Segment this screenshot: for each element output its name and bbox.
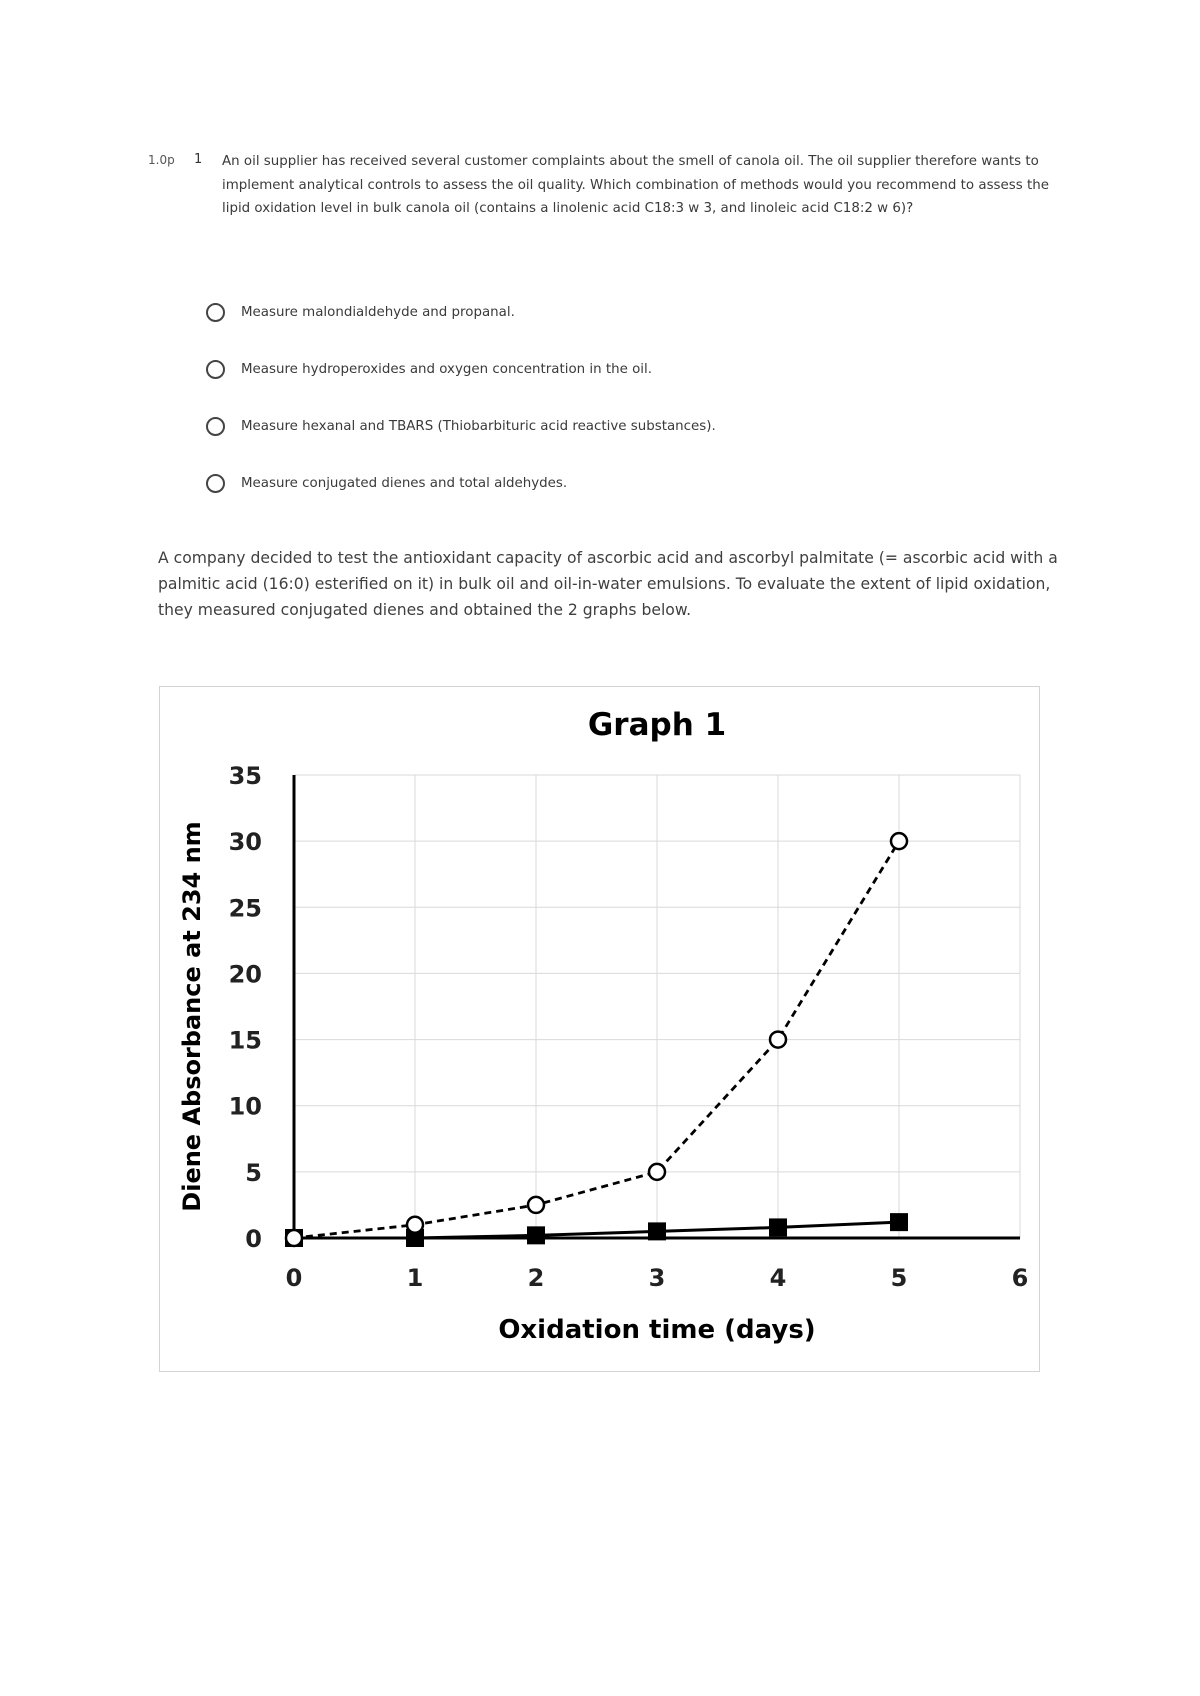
series-line-filled-square (294, 1222, 899, 1238)
x-tick-label: 3 (648, 1264, 666, 1292)
radio-button[interactable] (206, 474, 225, 493)
answer-option-label: Measure malondialdehyde and propanal. (241, 305, 515, 320)
answer-option-4[interactable] (206, 455, 1006, 512)
answer-option-label: Measure conjugated dienes and total aldehydes. (241, 476, 568, 491)
answer-option-label: Measure hexanal and TBARS (Thiobarbituric acid reactive substances). (241, 419, 716, 434)
data-point-filled-square (648, 1222, 666, 1240)
x-axis-label: Oxidation time (days) (498, 1315, 816, 1345)
answer-option-label: Measure hydroperoxides and oxygen concentration in the oil. (241, 362, 652, 377)
data-point-open-circle (649, 1164, 665, 1180)
data-point-open-circle (891, 833, 907, 849)
answer-option-3[interactable] (206, 398, 1006, 455)
x-tick-label: 6 (1011, 1264, 1029, 1292)
x-tick-label: 1 (406, 1264, 424, 1292)
y-tick-label: 35 (228, 762, 262, 790)
graph-1-chart (159, 686, 1040, 1372)
intro-paragraph: A company decided to test the antioxidant capacity of ascorbic acid and ascorbyl palmitate (= ascorbic acid with a palmitic acid (16:0) esterified on it) in bulk oil and oil-in-water emulsions. To evaluate the extent of lipid oxidation, they measured conjugated dienes and obtained the 2 graphs below. (158, 549, 1058, 619)
radio-button[interactable] (206, 360, 225, 379)
y-tick-label: 20 (228, 960, 262, 989)
question-points: 1.0p (148, 153, 175, 167)
radio-button[interactable] (206, 417, 225, 436)
data-point-open-circle (407, 1217, 423, 1233)
data-point-open-circle (770, 1032, 786, 1048)
question-text: An oil supplier has received several customer complaints about the smell of canola oil. The oil supplier therefore wants to implement analytical controls to assess the oil quality. Which combination of methods would you recommend to assess the lipid oxidation level in bulk canola oil (contains a linolenic acid C18:3 w 3, and linoleic acid C18:2 w 6)? (222, 154, 1049, 216)
data-point-filled-square (527, 1226, 545, 1244)
x-tick-label: 5 (890, 1264, 908, 1292)
answer-options (206, 284, 1006, 512)
question-number: 1 (194, 152, 203, 167)
radio-button[interactable] (206, 303, 225, 322)
data-point-filled-square (890, 1213, 908, 1231)
y-tick-label: 25 (228, 894, 262, 923)
y-tick-label: 10 (228, 1092, 262, 1121)
y-tick-label: 5 (245, 1158, 262, 1187)
y-tick-label: 30 (228, 828, 262, 857)
data-point-filled-square (769, 1218, 787, 1236)
answer-option-1[interactable] (206, 284, 1006, 341)
chart-labels (178, 707, 1028, 1345)
x-tick-label: 2 (527, 1264, 545, 1292)
question-header (148, 150, 1068, 221)
x-tick-label: 4 (769, 1264, 787, 1292)
y-tick-label: 15 (228, 1026, 262, 1055)
chart-title: Graph 1 (587, 707, 727, 743)
x-tick-label: 0 (285, 1264, 303, 1292)
chart-svg (160, 687, 1039, 1371)
y-tick-label: 0 (245, 1225, 262, 1253)
answer-option-2[interactable] (206, 341, 1006, 398)
data-point-open-circle (286, 1230, 302, 1246)
y-axis-label: Diene Absorbance at 234 nm (178, 821, 206, 1212)
data-point-open-circle (528, 1197, 544, 1213)
